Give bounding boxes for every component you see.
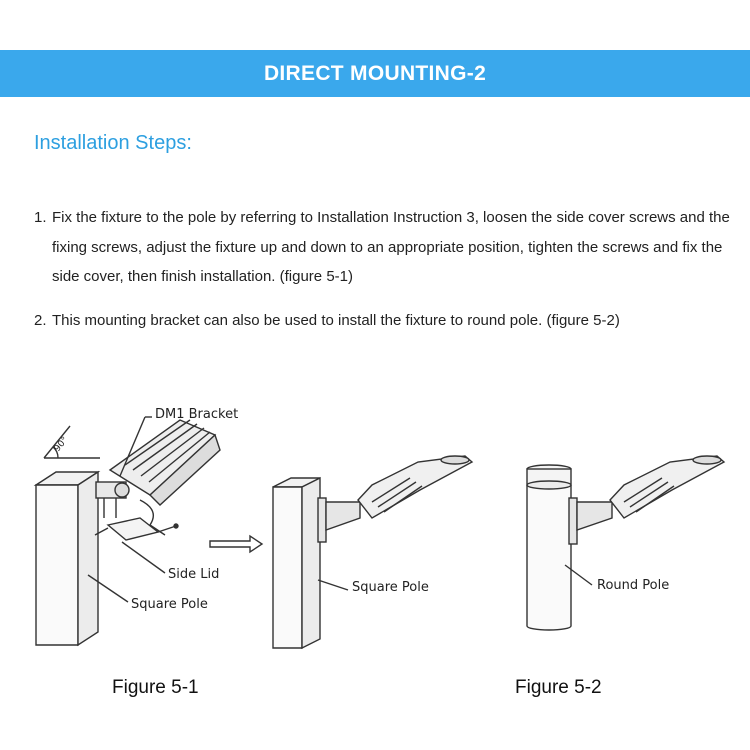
label-round-pole: Round Pole — [597, 578, 670, 593]
label-side-lid: Side Lid — [168, 567, 220, 582]
title-banner — [0, 50, 750, 97]
figure-5-2-caption: Figure 5-2 — [515, 677, 602, 698]
dm1-bracket — [96, 482, 129, 518]
figure-5-1-assembled — [273, 456, 472, 648]
label-square-pole-left: Square Pole — [131, 597, 208, 612]
arrow-right — [210, 536, 262, 552]
step-text: This mounting bracket can also be used to install the fixture to round pole. (figure 5-2) — [52, 311, 620, 329]
fixture-middle — [358, 456, 472, 518]
figure-5-1-caption: Figure 5-1 — [112, 677, 199, 698]
square-pole-left — [36, 472, 98, 645]
figure-5-2-drawing — [527, 456, 724, 630]
bracket-right — [569, 498, 612, 544]
bracket-middle — [318, 498, 360, 542]
square-pole-middle — [273, 478, 320, 648]
angle-marker — [44, 426, 100, 458]
step-item — [34, 203, 734, 292]
label-dm1-bracket: DM1 Bracket — [155, 407, 239, 422]
fixture-right — [610, 456, 724, 518]
label-square-pole-middle: Square Pole — [352, 580, 429, 595]
step-number: 2. — [34, 311, 47, 329]
figure-area — [0, 390, 750, 710]
side-lid — [95, 518, 178, 540]
banner-title: DIRECT MOUNTING-2 — [263, 61, 487, 85]
step-item — [34, 306, 734, 336]
round-pole — [527, 465, 571, 630]
installation-illustration — [0, 390, 750, 710]
step-text: Fix the fixture to the pole by referring to Installation Instruction 3, loosen the side cover screws and the fixing screws, adjust the fixture up and down to an appropriate position, tighten the screws and fix the side cover, then finish installation. (figure 5-1) — [52, 209, 730, 285]
step-number: 1. — [34, 209, 47, 226]
section-heading: Installation Steps: — [34, 132, 192, 154]
steps-list — [34, 203, 734, 349]
label-angle: 90° — [52, 435, 71, 454]
